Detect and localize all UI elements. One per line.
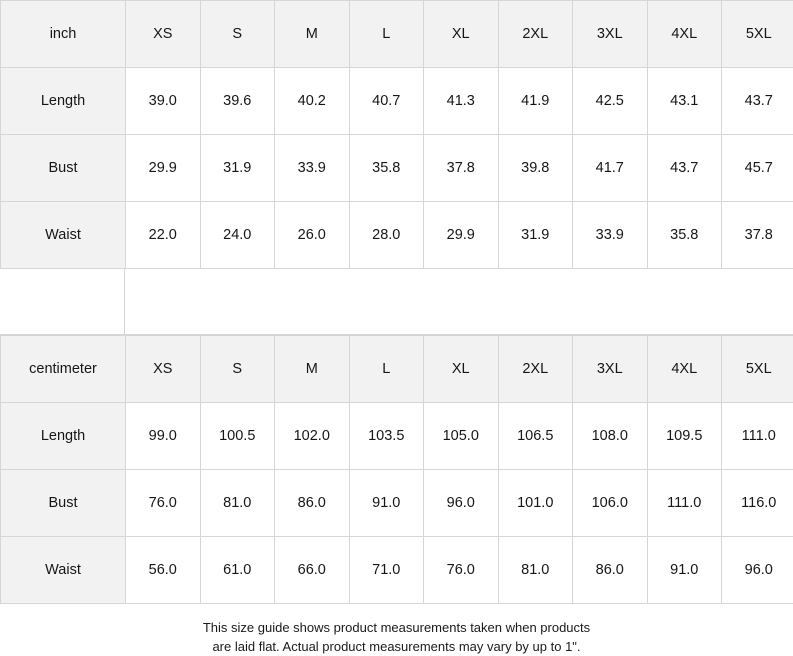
cell-length-5xl-inch: 43.7 [722, 68, 793, 135]
cell-length-3xl-inch: 42.5 [573, 68, 648, 135]
table-row [1, 202, 793, 269]
cell-waist-2xl-inch: 31.9 [498, 202, 573, 269]
size-header-3xl: 3XL [573, 1, 648, 68]
unit-label-inch: inch [1, 1, 126, 68]
cell-waist-s-inch: 24.0 [200, 202, 275, 269]
cell-waist-3xl-inch: 33.9 [573, 202, 648, 269]
cell-length-2xl-inch: 41.9 [498, 68, 573, 135]
size-header-4xl: 4XL [647, 1, 722, 68]
row-label-waist-inch: Waist [1, 202, 126, 269]
cell-waist-xs-cm: 56.0 [126, 537, 201, 604]
cell-length-3xl-cm: 108.0 [573, 403, 648, 470]
cell-length-xs-inch: 39.0 [126, 68, 201, 135]
cell-waist-m-inch: 26.0 [275, 202, 350, 269]
size-table-centimeter [0, 335, 793, 604]
table-row [1, 135, 793, 202]
cell-bust-3xl-cm: 106.0 [573, 470, 648, 537]
table-header-row-centimeter [1, 336, 793, 403]
cell-waist-xl-cm: 76.0 [424, 537, 499, 604]
size-header-5xl: 5XL [722, 1, 793, 68]
cell-bust-l-inch: 35.8 [349, 135, 424, 202]
cell-length-xl-cm: 105.0 [424, 403, 499, 470]
table-gap-left [0, 269, 125, 335]
cell-bust-s-inch: 31.9 [200, 135, 275, 202]
cell-length-s-inch: 39.6 [200, 68, 275, 135]
cell-length-l-inch: 40.7 [349, 68, 424, 135]
size-header-l-cm: L [349, 336, 424, 403]
table-row [1, 537, 793, 604]
size-header-l: L [349, 1, 424, 68]
cell-waist-s-cm: 61.0 [200, 537, 275, 604]
cell-waist-4xl-cm: 91.0 [647, 537, 722, 604]
row-label-waist-cm: Waist [1, 537, 126, 604]
cell-waist-5xl-cm: 96.0 [722, 537, 793, 604]
size-header-3xl-cm: 3XL [573, 336, 648, 403]
cell-bust-l-cm: 91.0 [349, 470, 424, 537]
cell-bust-5xl-cm: 116.0 [722, 470, 793, 537]
table-gap [0, 269, 793, 335]
size-header-m-cm: M [275, 336, 350, 403]
cell-bust-xs-cm: 76.0 [126, 470, 201, 537]
cell-waist-4xl-inch: 35.8 [647, 202, 722, 269]
size-header-s: S [200, 1, 275, 68]
cell-bust-4xl-cm: 111.0 [647, 470, 722, 537]
row-label-length-cm: Length [1, 403, 126, 470]
cell-waist-xl-inch: 29.9 [424, 202, 499, 269]
cell-bust-xl-inch: 37.8 [424, 135, 499, 202]
cell-bust-xl-cm: 96.0 [424, 470, 499, 537]
size-header-2xl: 2XL [498, 1, 573, 68]
size-header-xl: XL [424, 1, 499, 68]
cell-bust-xs-inch: 29.9 [126, 135, 201, 202]
size-header-s-cm: S [200, 336, 275, 403]
table-row [1, 470, 793, 537]
cell-waist-m-cm: 66.0 [275, 537, 350, 604]
size-header-xl-cm: XL [424, 336, 499, 403]
cell-bust-m-inch: 33.9 [275, 135, 350, 202]
cell-length-xs-cm: 99.0 [126, 403, 201, 470]
size-header-m: M [275, 1, 350, 68]
cell-bust-4xl-inch: 43.7 [647, 135, 722, 202]
cell-bust-5xl-inch: 45.7 [722, 135, 793, 202]
cell-length-m-inch: 40.2 [275, 68, 350, 135]
table-gap-right [125, 269, 793, 335]
row-label-bust-inch: Bust [1, 135, 126, 202]
unit-label-centimeter: centimeter [1, 336, 126, 403]
table-row [1, 68, 793, 135]
table-row [1, 403, 793, 470]
cell-length-m-cm: 102.0 [275, 403, 350, 470]
cell-bust-s-cm: 81.0 [200, 470, 275, 537]
cell-length-s-cm: 100.5 [200, 403, 275, 470]
size-table-inch [0, 0, 793, 269]
cell-length-l-cm: 103.5 [349, 403, 424, 470]
cell-length-5xl-cm: 111.0 [722, 403, 793, 470]
cell-bust-2xl-cm: 101.0 [498, 470, 573, 537]
cell-length-xl-inch: 41.3 [424, 68, 499, 135]
size-guide-note [0, 604, 793, 656]
size-guide-note-line1: This size guide shows product measurements taken when products [0, 618, 793, 637]
cell-bust-m-cm: 86.0 [275, 470, 350, 537]
cell-waist-l-inch: 28.0 [349, 202, 424, 269]
cell-bust-3xl-inch: 41.7 [573, 135, 648, 202]
size-guide-note-line2: are laid flat. Actual product measurements may vary by up to 1". [0, 637, 793, 656]
cell-waist-xs-inch: 22.0 [126, 202, 201, 269]
table-header-row-inch [1, 1, 793, 68]
size-header-xs: XS [126, 1, 201, 68]
size-header-xs-cm: XS [126, 336, 201, 403]
cell-bust-2xl-inch: 39.8 [498, 135, 573, 202]
size-header-4xl-cm: 4XL [647, 336, 722, 403]
row-label-bust-cm: Bust [1, 470, 126, 537]
cell-length-4xl-inch: 43.1 [647, 68, 722, 135]
row-label-length-inch: Length [1, 68, 126, 135]
size-header-5xl-cm: 5XL [722, 336, 793, 403]
cell-waist-2xl-cm: 81.0 [498, 537, 573, 604]
cell-waist-l-cm: 71.0 [349, 537, 424, 604]
cell-length-4xl-cm: 109.5 [647, 403, 722, 470]
cell-length-2xl-cm: 106.5 [498, 403, 573, 470]
cell-waist-3xl-cm: 86.0 [573, 537, 648, 604]
size-header-2xl-cm: 2XL [498, 336, 573, 403]
cell-waist-5xl-inch: 37.8 [722, 202, 793, 269]
